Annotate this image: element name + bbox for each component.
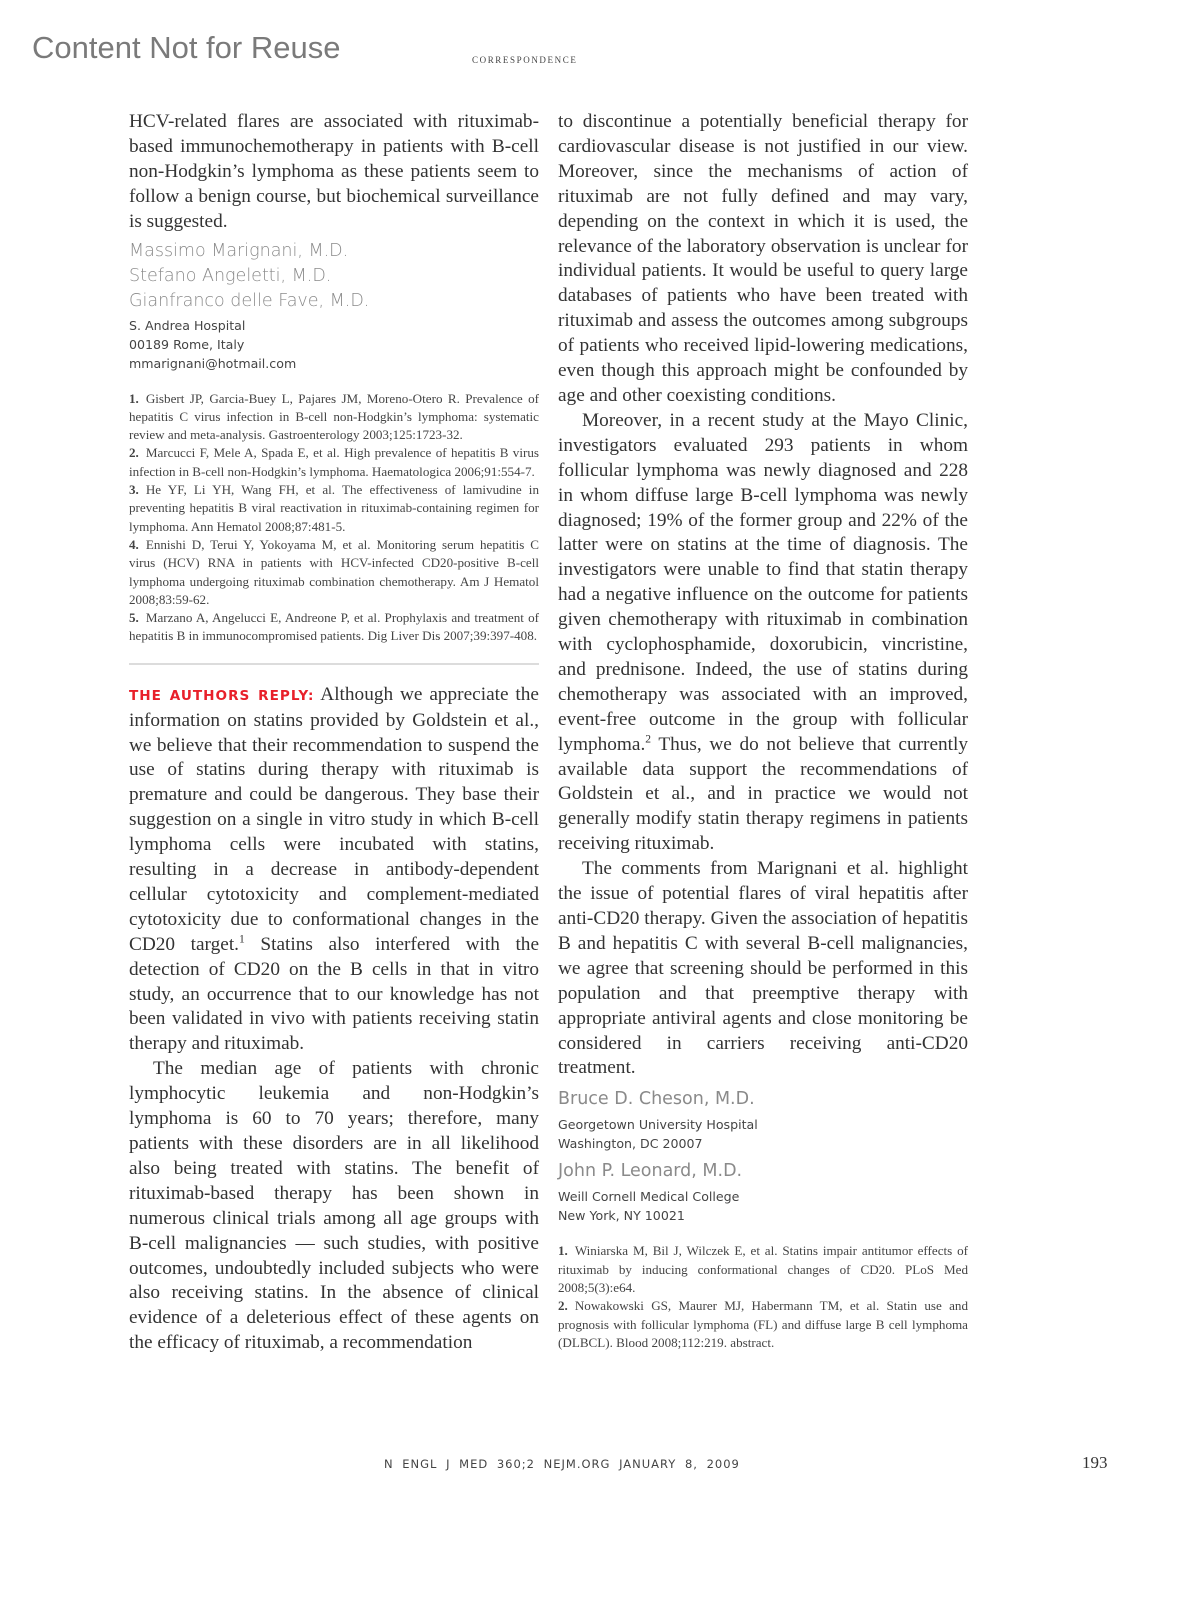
reply-paragraph: to discontinue a potentially beneficial therapy for cardiovascular disease is not justified in our view. Moreover, since the mechanisms of action of rituximab are not fully defined and may vary, depending on the context in which it is used, the relevance of the laboratory observation is unclear for individual patients. It would be useful to query large databases of patients who have been treated with rituximab and assess the outcomes among subgroups of patients who received lipid-lowering medications, even though this approach might be confounded by age and other coexisting conditions.: [558, 111, 968, 406]
reply-paragraph: The comments from Marignani et al. highlight the issue of potential flares of viral hepatitis after anti-CD20 therapy. Given the association of hepatitis B and hepatitis C with several B-cell malignancies, we agree that screening should be performed in this population and that preemptive therapy with appropriate antiviral agents and close monitoring be considered in carriers receiving anti-CD20 treatment.: [558, 858, 968, 1079]
citation-superscript[interactable]: 2: [645, 732, 652, 746]
reply-text: Statins also interfered with the detection of CD20 on the B cells in that in vitro study, an occurrence that to our knowledge has not been validated in vivo with patients receiving statin therapy and rituximab.: [129, 933, 539, 1055]
reference-number: 4.: [129, 536, 139, 552]
author-name: Stefano Angeletti, M.D.: [129, 265, 332, 286]
affiliation-line: S. Andrea Hospital: [129, 317, 246, 333]
affiliation-line: Georgetown University Hospital: [558, 1117, 758, 1133]
citation-superscript[interactable]: 1: [239, 932, 245, 946]
page-number: 193: [1082, 1453, 1108, 1472]
reference-number: 1.: [558, 1243, 568, 1259]
signatory-affiliation: [558, 1187, 968, 1225]
reference-number: 3.: [129, 482, 139, 498]
journal-citation-footer: N ENGL J MED 360;2 NEJM.ORG JANUARY 8, 2009: [384, 1457, 740, 1471]
reference-text: Gisbert JP, Garcia-Buey L, Pajares JM, Moreno-Otero R. Prevalence of hepatitis C virus infection in B-cell non-Hodgkin’s lymphoma: systematic review and meta-analysis. Gastroenterology 2003;125:1723-32.: [129, 390, 539, 443]
reply-label: THE AUTHORS REPLY:: [129, 687, 315, 704]
reference-text: Winiarska M, Bil J, Wilczek E, et al. Statins impair antitumor effects of rituximab by inducing conformational changes of CD20. PLoS Med 2008;5(3):e64.: [558, 1243, 968, 1295]
reply-text: Although we appreciate the information on statins provided by Goldstein et al., we believe that their recommendation to suspend the use of statins during therapy with rituximab is premature and could be dangerous. They base their suggestion on a single in vitro study in which B-cell lymphoma cells were incubated with statins, resulting in a decrease in antibody-dependent cellular cytotoxicity and complement-mediated cytotoxicity due to conformational changes in the CD20 target.: [129, 683, 539, 955]
reference-number: 5.: [129, 610, 139, 626]
reply-text: Thus, we do not believe that currently available data support the recommendations of Goldstein et al., and in practice we would not generally modify statin therapy regimens in patients receiving rituximab.: [558, 733, 968, 855]
signatory: [558, 1159, 968, 1225]
reference-number: 2.: [558, 1298, 568, 1314]
letter-authors: [129, 239, 539, 314]
reference-number: 2.: [129, 445, 139, 461]
right-column: [558, 110, 968, 1352]
reply-text: Moreover, in a recent study at the Mayo Clinic, investigators evaluated 293 patients in whom follicular lymphoma was newly diagnosed and 228 in whom diffuse large B-cell lymphoma was newly diagnosed; 19% of the former group and 22% of the latter were on statins at the time of diagnosis. The investigators were unable to find that statin therapy had a negative influence on the outcome for patients given chemotherapy with rituximab in combination with cyclophosphamide, doxorubicin, vincristine, and prednisone. Indeed, the use of statins during chemotherapy was associated with an improved, event-free outcome in the group with follicular lymphoma.: [558, 409, 968, 755]
reply-paragraph: [129, 683, 539, 1058]
reference-item: [129, 536, 539, 609]
reference-item: [558, 1242, 968, 1297]
reference-text: Marcucci F, Mele A, Spada E, et al. High prevalence of hepatitis B virus infection in B-cell non-Hodgkin’s lymphoma. Haematologica 2006;91:554-7.: [129, 445, 539, 479]
opening-paragraph: HCV-related flares are associated with rituximab-based immunochemotherapy in patients with B-cell non-Hodgkin’s lymphoma as these patients seem to follow a benign course, but biochemical surveillance is suggested.: [129, 111, 539, 232]
left-column: [129, 110, 539, 1356]
reply-paragraph: The median age of patients with chronic lymphocytic leukemia and non-Hodgkin’s lymphoma is 60 to 70 years; therefore, many patients with these disorders are in all likelihood also being treated with statins. The benefit of rituximab-based therapy has been shown in numerous clinical trials among all age groups with B-cell malignancies — such studies, with positive outcomes, undoubtedly included subjects who were also receiving statins. In the absence of clinical evidence of a deleterious effect of these agents on the efficacy of rituximab, a recommendation: [129, 1058, 539, 1354]
reply-paragraph: [558, 409, 968, 857]
reference-item: [129, 609, 539, 646]
author-name: Massimo Marignani, M.D.: [129, 240, 349, 261]
affiliation-line: Weill Cornell Medical College: [558, 1189, 740, 1205]
affiliation-line: 00189 Rome, Italy: [129, 336, 245, 352]
reference-text: Nowakowski GS, Maurer MJ, Habermann TM, et al. Statin use and prognosis with follicular lymphoma (FL) and diffuse large B cell lymphoma (DLBCL). Blood 2008;112:219. abstract.: [558, 1298, 968, 1350]
author-email-link[interactable]: mmarignani@hotmail.com: [129, 355, 297, 371]
author-name: Gianfranco delle Fave, M.D.: [129, 290, 370, 311]
reference-text: Marzano A, Angelucci E, Andreone P, et al. Prophylaxis and treatment of hepatitis B in immunocompromised patients. Dig Liver Dis 2007;39:397-408.: [129, 610, 539, 644]
signatory-name: John P. Leonard, M.D.: [558, 1161, 743, 1182]
reference-text: He YF, Li YH, Wang FH, et al. The effectiveness of lamivudine in preventing hepatitis B viral reactivation in rituximab-containing regimen for lymphoma. Ann Hematol 2008;87:481-5.: [129, 482, 539, 534]
reference-item: [129, 390, 539, 445]
reference-item: [129, 481, 539, 536]
reference-list: [129, 390, 539, 646]
reference-item: [129, 444, 539, 481]
signatory-affiliation: [558, 1115, 968, 1153]
watermark: Content Not for Reuse: [32, 30, 341, 65]
affiliation-line: Washington, DC 20007: [558, 1136, 703, 1152]
reference-number: 1.: [129, 390, 139, 406]
reference-text: Ennishi D, Terui Y, Yokoyama M, et al. Monitoring serum hepatitis C virus (HCV) RNA in patients with HCV-infected CD20-positive B-cell lymphoma undergoing rituximab combination chemotherapy. Am J Hematol 2008;83:59-62.: [129, 536, 539, 607]
signatory-name: Bruce D. Cheson, M.D.: [558, 1089, 755, 1110]
section-heading: correspondence: [472, 52, 578, 66]
signatory: [558, 1087, 968, 1153]
affiliation-line: New York, NY 10021: [558, 1208, 685, 1224]
reference-list: [558, 1242, 968, 1352]
section-divider: [129, 663, 539, 665]
author-affiliation: [129, 316, 539, 373]
reference-item: [558, 1297, 968, 1352]
